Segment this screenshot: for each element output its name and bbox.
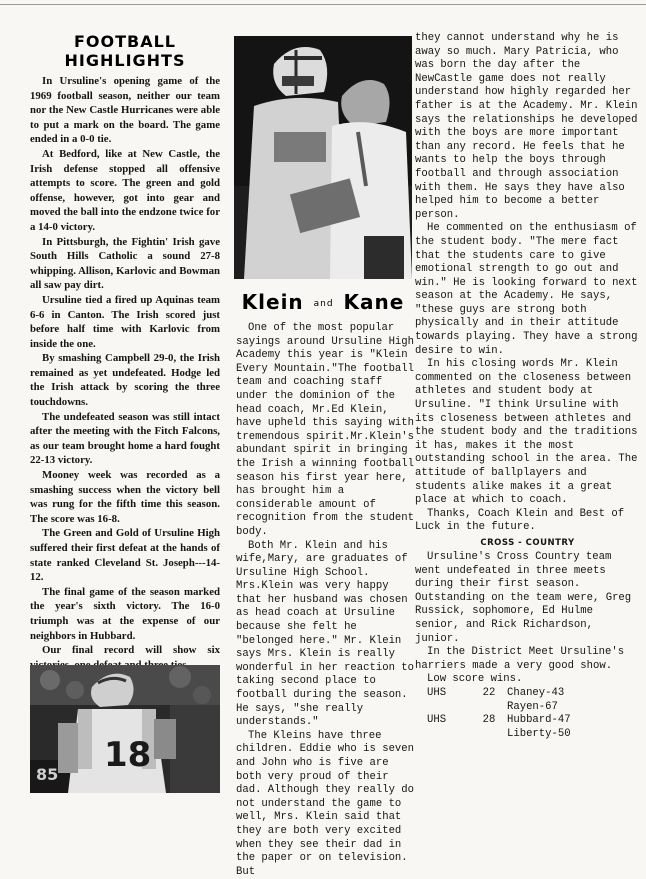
- football-paragraph: The undefeated season was still intact after the meeting with the Fitch Falcons, as our team brought home a hard fought 22-13 victory.: [30, 410, 220, 467]
- score-row: [427, 728, 640, 742]
- football-headline: FOOTBALL HIGHLIGHTS: [64, 32, 186, 70]
- cross-country-paragraph: In the District Meet Ursuline's harriers made a very good show.: [415, 646, 625, 672]
- klein-title-right: Kane: [343, 290, 405, 314]
- score-row: [427, 701, 640, 715]
- klein-paragraph-continued: they cannot understand why he is away so much. Mary Patricia, who was born the day after the NewCastle game does not really understand how highly regarded her father is at the Academy. Mr. Klein says the relationships he developed with the boys are more important than any record. He feels that he wants to help the boys through football and through association with them. He says they have also helped him to become a better person.: [415, 32, 638, 221]
- score-team: [427, 728, 471, 742]
- football-paragraph: Mooney week was recorded as a smashing success when the victory bell was rung for the fifth time this season. The score was 16-8.: [30, 469, 220, 525]
- klein-column-2: [415, 32, 640, 741]
- cross-country-paragraph: Low score wins.: [427, 673, 523, 686]
- score-opponent: Chaney-43: [507, 686, 565, 699]
- score-value: 22: [482, 686, 496, 699]
- score-value: [471, 728, 507, 742]
- klein-paragraph: Thanks, Coach Klein and Best of Luck in the future.: [415, 507, 625, 534]
- top-rule: [0, 4, 646, 5]
- score-opponent: Rayen-67: [507, 700, 558, 713]
- cross-country-headline: CROSS - COUNTRY: [480, 537, 575, 548]
- football-paragraph: By smashing Campbell 29-0, the Irish remained as yet undefeated. Hodge led the Irish attack by scoring the three touchdowns.: [30, 352, 220, 409]
- score-opponent: Liberty-50: [507, 727, 571, 740]
- score-team: [427, 701, 471, 715]
- score-opponent: Hubbard-47: [507, 714, 571, 727]
- football-column: [30, 32, 220, 672]
- cross-country-scores: [427, 687, 640, 741]
- score-team: UHS: [427, 686, 447, 699]
- coach-player-photo: [234, 36, 412, 279]
- score-team: UHS: [427, 714, 447, 727]
- football-paragraph: Our final record will show six: [42, 644, 220, 657]
- score-value: 28: [482, 714, 496, 727]
- football-paragraph: At Bedford, like at New Castle, the Irish defense stopped all offensive attempts to score. The green and gold offense, however, got into gear and moved the ball into the endzone twice for a 14-0 victory.: [30, 147, 220, 233]
- football-paragraph: In Ursuline's opening game of the 1969 football season, neither our team nor the New Castle Hurricanes were able to put a mark on the board. The game ended in a 0-0 tie.: [30, 75, 220, 146]
- score-row: [427, 714, 640, 728]
- score-value: [471, 701, 507, 715]
- klein-title-and: and: [313, 298, 334, 309]
- football-paragraph: The Green and Gold of Ursuline High suffered their first defeat at the hands of state ranked Cleveland St. Joseph---14-12.: [30, 527, 220, 584]
- jersey-number: 18: [104, 735, 152, 775]
- football-paragraph: Ursuline tied a fired up Aquinas team 6-6 in Canton. The Irish scored just before half time with Karlovic from inside the one.: [30, 293, 220, 350]
- background-player-number: 85: [36, 765, 59, 784]
- klein-paragraph: He commented on the enthusiasm of the student body. "The mere fact that the students care to give emotional strength to go out and win." He is looking forward to next season at the Academy. He says, "these guys are strong both physically and in their attitude towards playing. They have a strong desire to win.: [415, 222, 638, 357]
- klein-title-left: Klein: [241, 290, 304, 314]
- klein-paragraph: One of the most popular sayings around Ursuline High Academy this year is "Klein Every Mountain."The football team and coaching staff under the dominion of the head coach, Mr.Ed Klein, have upheld this saying with tremendous spirit.Mr.Klein's abundant spirit in bringing the Irish a winning football season his first year here, has brought him a considerable amount of recognition from the student body.: [236, 322, 415, 538]
- football-paragraph: The final game of the season marked the year's sixth victory. The 16-0 triumph was at the expense of our neighbors in Hubbard.: [30, 585, 220, 642]
- score-row: [427, 687, 640, 701]
- football-paragraph: In Pittsburgh, the Fightin' Irish gave South Hills Catholic a sound 27-8 whipping. Allison, Karlovic and Bowman all saw pay dirt.: [30, 235, 220, 292]
- klein-paragraph: Both Mr. Klein and his wife,Mary, are graduates of Ursuline High School. Mrs.Klein was very happy that her husband was chosen as head coach at Ursuline because she felt he "belonged here." Mr. Klein says Mrs. Klein is really wonderful in her reaction to taking second place to football during the season. He says, "she really understands.": [236, 539, 415, 729]
- klein-paragraph-split: The Kleins have three children. Eddie who is seven and John who is five are both very proud of their dad. Although they really do not understand the game to well, Mrs. Klein said that they are both very excited when they see their dad in the paper or on television. But: [236, 729, 415, 878]
- klein-column-1: [236, 322, 414, 879]
- klein-headline: [232, 290, 414, 314]
- football-player-photo: [30, 665, 220, 793]
- klein-paragraph: In his closing words Mr. Klein commented on the closeness between athletes and student body at Ursuline. "I think Ursuline with its closeness between athletes and the student body and the traditions it has, makes it the most outstanding school in the area. The attitude of ballplayers and students alike makes it a great place at which to coach.: [415, 358, 638, 507]
- cross-country-paragraph: Ursuline's Cross Country team went undefeated in three meets during their first season. Outstanding on the team were, Greg Russick, sophomore, Ed Hulme senior, and Rick Richardson, junior.: [415, 550, 632, 645]
